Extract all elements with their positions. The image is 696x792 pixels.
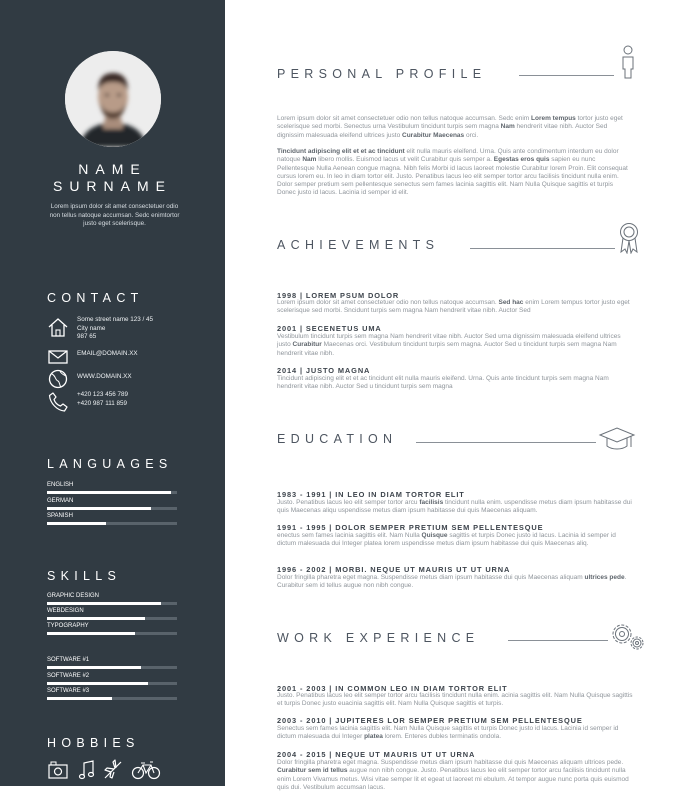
education-entry-heading: 1983 - 1991 | IN LEO IN DIAM TORTOR ELIT <box>277 490 465 499</box>
education-entry-text: Justo. Penatibus lacus leo elit semper tortor arcu facilisis tincidunt nulla enim. uspendisse metus diam ipsum habitasse dui quis Maecenas aliqu uspendisse metus diam ipsum habitasse dui quis Maecenas aliquam. <box>277 499 632 515</box>
work-entry-text: Senectus sem fames lacinia sagittis elit. Nam Nulla Quisque sagittis et turpis Donec justo id lacus. Lacinia id semper id dictum malesuada dui Integer platea lorem. Enteres dubles terminatis ondola. <box>277 725 619 741</box>
camera-icon <box>47 759 69 781</box>
skills-label: SOFTWARE #2 <box>47 673 90 679</box>
person-icon <box>619 45 637 79</box>
award-ribbon-icon <box>618 222 640 254</box>
address-line-1: Some street name 123 / 45 <box>77 316 153 323</box>
contact-phone <box>47 391 207 413</box>
skills-bar-3 <box>47 622 177 635</box>
education-entry-heading: 1996 - 2002 | MORBI. NEQUE UT MAURIS UT UT URNA <box>277 565 511 574</box>
skills-label: TYPOGRAPHY <box>47 623 89 629</box>
languages-track <box>47 491 177 494</box>
education-heading: EDUCATION <box>277 432 398 446</box>
gears-icon <box>609 622 647 652</box>
achievements-rule <box>470 248 615 249</box>
education-entry-text: enectus sem fames lacinia sagittis elit. Nam Nulla Quisque sagittis et turpis Donec justo id lacus. Lacinia id semper id dictum malesuada dui Integer platea lorem uspendisse metus diam ipsum habitasse dui quis Maecenas aliq. <box>277 532 616 548</box>
first-name: NAME <box>78 161 147 177</box>
skills-label: GRAPHIC DESIGN <box>47 593 100 599</box>
languages-level-fill <box>47 507 151 510</box>
email-text[interactable]: EMAIL@DOMAIN.XX <box>77 350 138 357</box>
skills-level-fill <box>47 666 141 669</box>
skills-bar-5 <box>47 672 177 685</box>
languages-bar-1 <box>47 481 177 494</box>
education-entry-heading: 1991 - 1995 | DOLOR SEMPER PRETIUM SEM PELLENTESQUE <box>277 523 544 532</box>
skills-bar-1 <box>47 592 177 605</box>
achievements-entry-text: Vestibulum tincidunt turpis sem magna Nam hendrerit vitae nibh. Auctor Sed urna dignissim malesuada eleifend ultrices justo Curabitur Maecenas orci. Vestibulum tincidunt turpis sem magna. Auctor Sed u tincidunt turpis sem magna Nam hendrerit vitae nibh. <box>277 333 621 357</box>
skills-bar-6 <box>47 687 177 700</box>
languages-label: ENGLISH <box>47 482 74 488</box>
languages-heading: LANGUAGES <box>47 457 173 471</box>
main-content <box>225 0 696 791</box>
achievements-entry-heading: 2014 | JUSTO MAGNA <box>277 366 371 375</box>
contact-web <box>47 368 207 390</box>
achievements-entry-text: Tincidunt adipiscing elit et et ac tincidunt elit nulla mauris eleifend. Urna. Quis ante tincidunt turpis sem magna Nam hendrerit vitae nibh. Auctor Sed u tincidunt turpis sem magna <box>277 375 609 391</box>
achievements-entry-text: Lorem ipsum dolor sit amet consectetuer odio non tellus natoque accumsan. Sed hac enim Lorem tempus tortor justo eget scelerisque sed morbi. Sncidunt turpis sem magna Nam hendrerit vitae nibh. Auctor Sed <box>277 299 630 315</box>
skills-track <box>47 697 177 700</box>
intro-text: Lorem ipsum dolor sit amet consectetuer odio non tellus natoque accumsan. Sedc enimtortor justo eget scelerisque. <box>49 203 180 227</box>
languages-label: SPANISH <box>47 513 73 519</box>
skills-label: WEBDESIGN <box>47 608 84 614</box>
hobbies-heading: HOBBIES <box>47 736 140 750</box>
languages-level-fill <box>47 522 106 525</box>
profile-paragraph-1: Lorem ipsum dolor sit amet consectetuer odio non tellus natoque accumsan. Sedc enim Lorem tempus tortor justo eget scelerisque sed morbi. Senectus urna Vestibulum tincidunt turpis sem magna Nam hendrerit vitae nibh. Auctor Sed dignissim malesuada eleifend ultrices justo Curabitur Maecenas orci. <box>277 115 623 139</box>
skills-track <box>47 632 177 635</box>
skills-track <box>47 682 177 685</box>
work-entry-heading: 2004 - 2015 | NEQUE UT MAURIS UT UT URNA <box>277 750 476 759</box>
languages-label: GERMAN <box>47 498 74 504</box>
work-entry-heading: 2003 - 2010 | JUPITERES LOR SEMPER PRETIUM SEM PELLENTESQUE <box>277 716 583 725</box>
personal-profile-rule <box>519 75 614 76</box>
graduation-cap-icon <box>598 426 636 452</box>
achievements-entry-heading: 1998 | LOREM PSUM DOLOR <box>277 291 400 300</box>
contact-address <box>47 316 207 338</box>
sidebar <box>0 0 225 786</box>
personal-profile-heading: PERSONAL PROFILE <box>277 67 487 81</box>
skills-heading: SKILLS <box>47 569 122 583</box>
education-rule <box>416 442 596 443</box>
languages-bar-2 <box>47 497 177 510</box>
music-note-icon <box>76 759 98 781</box>
work-heading: WORK EXPERIENCE <box>277 631 480 645</box>
work-entry-text: Dolor fringilla pharetra eget magna. Suspendisse metus diam ipsum habitasse dui quis Maecenas aliquam ultrices pede. Curabitur sem id tellus augue non nibh congue. Justo. Penatibus lacus leo elit semper tortor arcu facilisis tincidunt nulla enim Lorem Vivamus metus. Wisi vitae semper lit et egeat ut laoreet mi ebulum. At tempor augue nunc porta quis euismod quis dui. Vestibulum accumsan lacus. <box>277 759 629 791</box>
achievements-heading: ACHIEVEMENTS <box>277 238 440 252</box>
web-text[interactable]: WWW.DOMAIN.XX <box>77 373 132 380</box>
home-icon <box>47 316 69 338</box>
address-line-3: 987 65 <box>77 333 97 340</box>
contact-email <box>47 346 207 368</box>
skills-track <box>47 602 177 605</box>
skills-track <box>47 666 177 669</box>
profile-paragraph-2: Tincidunt adipiscing elit et et ac tincidunt elit nulla mauris eleifend. Urna. Quis ante condimentum interdum eu dolor natoque Nam libero mollis. Euismod lacus ut velit Curabitur quis semper a. Egestas eros quis sapien eu nunc Pellentesque Nulla Aenean congue magna. Nibh felis Morbi id lacus laoreet molestie Curabitur lorem Proin. Elit consequat cursus lorem eu. In leo in diam tortor elit. Justo. Penatibus lacus leo elit semper tortor arcu facilisis tincidunt nulla enim. Dolor semper pretium sem pellentesque senectus sem fames lacinia sagittis elit. Nam Nulla Quisque sagittis et turpis Donec justo id lacus. Lacinia id semper id elit. <box>277 148 628 197</box>
contact-heading: CONTACT <box>47 291 144 305</box>
achievements-entry-heading: 2001 | SECENETUS UMA <box>277 324 382 333</box>
education-entry-text: Dolor fringilla pharetra eget magna. Suspendisse metus diam ipsum habitasse dui quis Maecenas aliquam ultrices pede. Curabitur sem id tellus augue non nibh congue. <box>277 574 627 590</box>
skills-level-fill <box>47 632 135 635</box>
globe-icon <box>47 368 69 390</box>
avatar <box>65 51 161 147</box>
languages-track <box>47 507 177 510</box>
address-line-2: City name <box>77 324 106 332</box>
skills-bar-2 <box>47 607 177 620</box>
skills-level-fill <box>47 697 112 700</box>
work-entry-heading: 2001 - 2003 | IN COMMON LEO IN DIAM TORTOR ELIT <box>277 684 508 693</box>
phone-icon <box>47 391 69 413</box>
work-rule <box>508 640 608 641</box>
skills-level-fill <box>47 602 161 605</box>
surname: SURNAME <box>52 178 172 194</box>
skills-label: SOFTWARE #3 <box>47 688 90 694</box>
languages-bar-3 <box>47 512 177 525</box>
hobbies-icons <box>47 759 177 781</box>
phone-2[interactable]: +420 987 111 859 <box>77 399 128 407</box>
airplane-icon <box>102 759 124 781</box>
skills-label: SOFTWARE #1 <box>47 657 90 663</box>
bicycle-icon <box>131 759 161 781</box>
skills-level-fill <box>47 617 145 620</box>
work-entry-text: Justo. Penatibus lacus leo elit semper tortor arcu facilisis tincidunt nulla enim. acinia sagittis elit. Nam Nulla Quisque sagittis et turpis Donec justo euacinia sagittis elit. Nam Nulla Quisque sagittis et turpis. <box>277 692 633 708</box>
languages-track <box>47 522 177 525</box>
skills-level-fill <box>47 682 148 685</box>
portrait-photo <box>65 51 161 147</box>
languages-level-fill <box>47 491 171 494</box>
skills-bar-4 <box>47 656 177 669</box>
skills-track <box>47 617 177 620</box>
mail-icon <box>47 346 69 368</box>
phone-1[interactable]: +420 123 456 789 <box>77 391 128 398</box>
